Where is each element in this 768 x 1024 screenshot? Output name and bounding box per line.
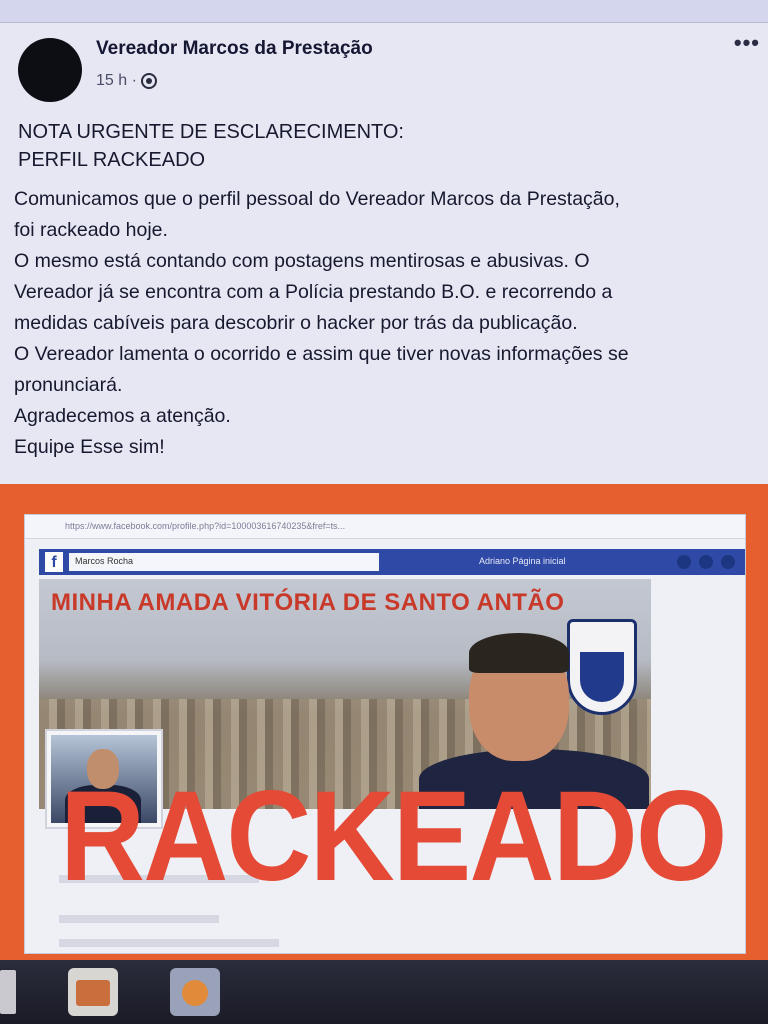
author-avatar[interactable] — [18, 38, 82, 102]
body-line: Equipe Esse sim! — [14, 436, 165, 458]
post-author-name[interactable]: Vereador Marcos da Prestação — [96, 38, 373, 59]
body-line: medidas cabíveis para descobrir o hacker por trás da publicação. — [14, 312, 578, 334]
headline-line-1: NOTA URGENTE DE ESCLARECIMENTO: — [18, 121, 404, 143]
taskbar-edge-app-icon[interactable] — [0, 970, 16, 1014]
facebook-nav-icons — [677, 555, 735, 569]
content-line — [59, 915, 219, 923]
body-line: pronunciará. — [14, 374, 123, 396]
post-body — [14, 184, 754, 463]
body-line: Vereador já se encontra com a Polícia prestando B.O. e recorrendo a — [14, 281, 613, 303]
content-line — [59, 939, 279, 947]
media-player-icon[interactable] — [170, 968, 220, 1016]
body-line: Comunicamos que o perfil pessoal do Vereador Marcos da Prestação, — [14, 188, 620, 210]
body-line: O mesmo está contando com postagens mentirosas e abusivas. O — [14, 250, 590, 272]
body-line: Agradecemos a atenção. — [14, 405, 231, 427]
headline-line-2: PERFIL RACKEADO — [18, 149, 206, 171]
body-line: foi rackeado hoje. — [14, 219, 168, 241]
man-hair — [469, 633, 569, 673]
facebook-nav-links: Adriano Página inicial — [479, 556, 566, 566]
post-headline — [18, 118, 718, 174]
post-meta — [96, 72, 157, 90]
body-line: O Vereador lamenta o ocorrido e assim que tiver novas informações se — [14, 343, 629, 365]
facebook-top-bar — [39, 549, 745, 575]
friends-icon — [677, 555, 691, 569]
notifications-icon — [721, 555, 735, 569]
cover-title: MINHA AMADA VITÓRIA DE SANTO ANTÃO — [51, 589, 565, 616]
taskbar — [0, 960, 768, 1024]
browser-url-bar: https://www.facebook.com/profile.php?id=100003616740235&fref=ts... — [25, 515, 745, 539]
more-options-icon[interactable]: ••• — [733, 30, 760, 55]
hacked-stamp-text: RACKEADO — [60, 765, 726, 908]
post-shared-image[interactable] — [0, 484, 768, 960]
post-timestamp[interactable]: 15 h · — [96, 72, 137, 89]
file-manager-icon[interactable] — [68, 968, 118, 1016]
globe-icon — [141, 73, 157, 89]
facebook-search-field: Marcos Rocha — [69, 553, 379, 571]
facebook-logo-icon: f — [45, 552, 63, 572]
messages-icon — [699, 555, 713, 569]
